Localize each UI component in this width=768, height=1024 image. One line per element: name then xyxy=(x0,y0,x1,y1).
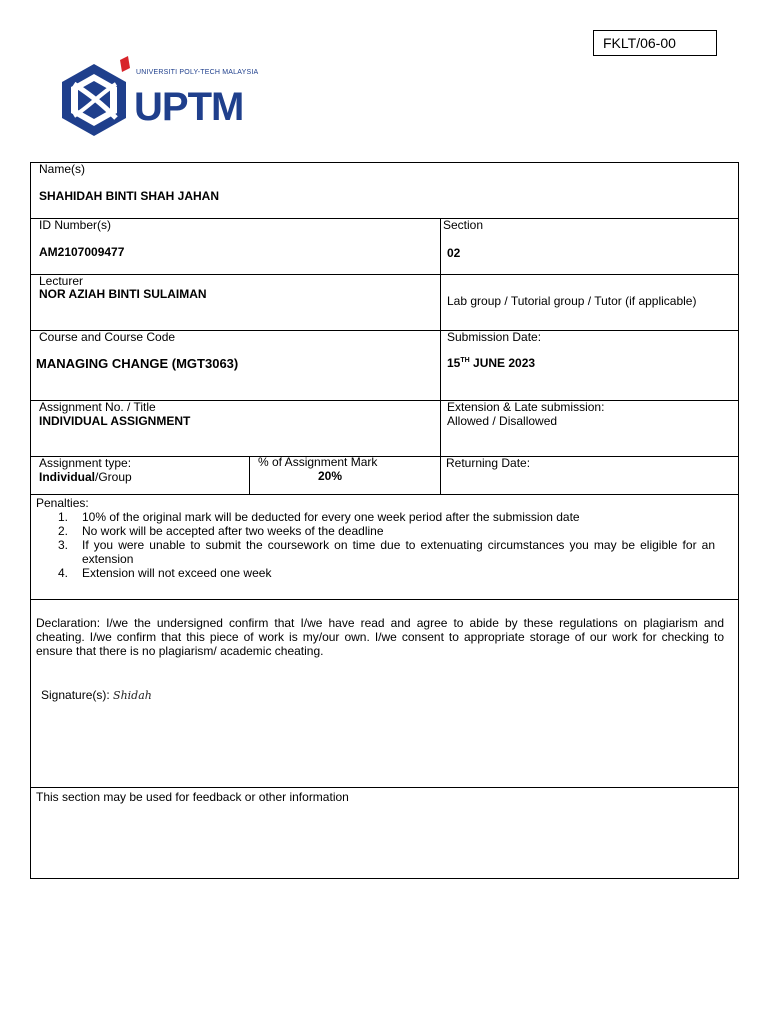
form-code-box: FKLT/06-00 xyxy=(593,30,717,56)
logo-university-text: UNIVERSITI POLY-TECH MALAYSIA xyxy=(136,69,259,76)
logo-hexagon-icon xyxy=(62,56,130,136)
penalty-item: 2. No work will be accepted after two weeks of the deadline xyxy=(58,524,384,538)
penalty-item: 1. 10% of the original mark will be deducted for every one week period after the submission date xyxy=(58,510,580,524)
returning-date-label: Returning Date: xyxy=(446,456,531,470)
feedback-label: This section may be used for feedback or other information xyxy=(36,790,349,804)
logo-brand-text: UPTM xyxy=(134,85,244,129)
submission-date: 15TH JUNE 2023 xyxy=(447,356,536,370)
assignment-label: Assignment No. / Title xyxy=(39,400,156,414)
penalties-list xyxy=(55,510,715,580)
id-number-value: AM2107009477 xyxy=(39,245,125,259)
mark-label: % of Assignment Mark xyxy=(258,455,378,469)
lecturer-label: Lecturer xyxy=(39,274,84,288)
lab-group-label: Lab group / Tutorial group / Tutor (if applicable) xyxy=(447,294,697,308)
penalty-item: 3. If you were unable to submit the coursework on time due to extenuating circumstances you may be eligible for an extension xyxy=(58,538,715,566)
lecturer-value: NOR AZIAH BINTI SULAIMAN xyxy=(39,287,207,301)
extension-label: Extension & Late submission: xyxy=(447,400,605,414)
declaration-text: Declaration: I/we the undersigned confirm that I/we have read and agree to abide by these regulations on plagiarism and cheating. I/we confirm that this piece of work is my/our own. I/we consent to appropriate storage of our work for checking to ensure that there is no plagiarism/ academic cheating. xyxy=(36,616,724,658)
assignment-value: INDIVIDUAL ASSIGNMENT xyxy=(39,414,191,428)
assignment-type-value: Individual/Group xyxy=(39,470,132,484)
section-value: 02 xyxy=(447,246,461,260)
section-label: Section xyxy=(443,218,484,232)
uptm-logo xyxy=(52,54,262,140)
names-value: SHAHIDAH BINTI SHAH JAHAN xyxy=(39,189,220,203)
extension-value: Allowed / Disallowed xyxy=(447,414,558,428)
names-label: Name(s) xyxy=(39,162,86,176)
penalties-label: Penalties: xyxy=(36,496,89,510)
course-value: MANAGING CHANGE (MGT3063) xyxy=(36,356,239,371)
submission-label: Submission Date: xyxy=(447,330,542,344)
signature-image: Shidah xyxy=(113,689,152,702)
id-number-label: ID Number(s) xyxy=(39,218,112,232)
signature-row: Signature(s): Shidah xyxy=(41,688,152,702)
penalty-item: 4. Extension will not exceed one week xyxy=(58,566,272,580)
mark-value: 20% xyxy=(318,469,343,483)
assignment-type-label: Assignment type: xyxy=(39,456,132,470)
course-label: Course and Course Code xyxy=(39,330,176,344)
